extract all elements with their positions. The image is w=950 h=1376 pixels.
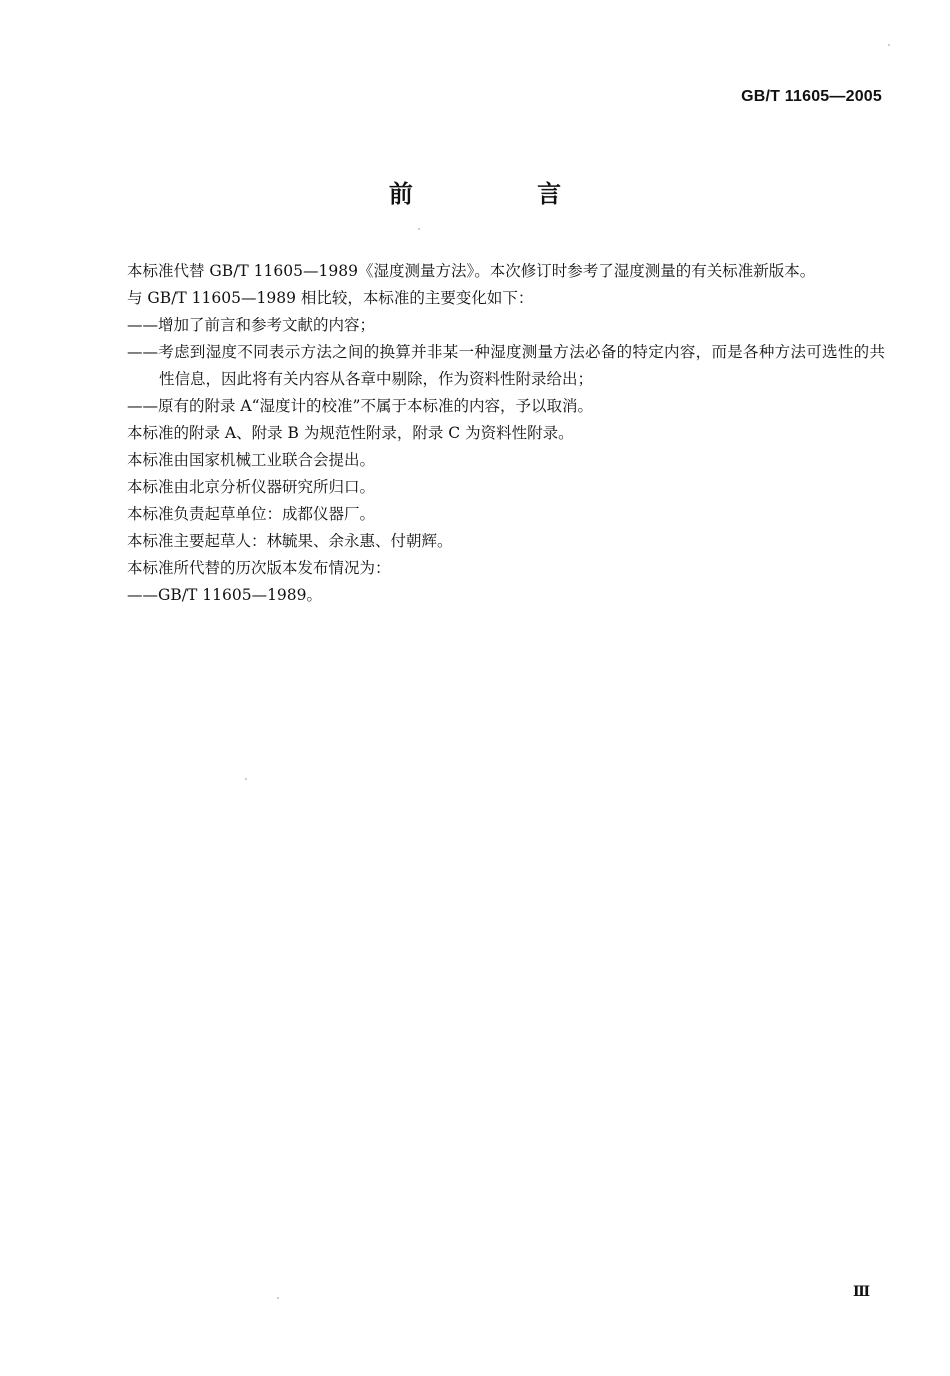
list-item-change-2: ——考虑到湿度不同表示方法之间的换算并非某一种湿度测量方法必备的特定内容，而是各种方法可选性的共性信息，因此将有关内容从各章中剔除，作为资料性附录给出； bbox=[127, 343, 885, 388]
paragraph-history-intro: 本标准所代替的历次版本发布情况为： bbox=[127, 559, 391, 577]
scan-speck bbox=[888, 44, 890, 46]
paragraph-annexes: 本标准的附录 A、附录 B 为规范性附录，附录 C 为资料性附录。 bbox=[127, 424, 574, 442]
list-item-history-1: ——GB/T 11605—1989。 bbox=[127, 586, 323, 604]
paragraph-drafters: 本标准主要起草人：林毓果、余永惠、付朝辉。 bbox=[127, 532, 453, 550]
paragraph-replacement: 本标准代替 GB/T 11605—1989《湿度测量方法》。本次修订时参考了湿度测量的有关标准新版本。 bbox=[127, 262, 816, 280]
scan-speck bbox=[418, 228, 420, 230]
standard-code: GB/T 11605—2005 bbox=[741, 88, 882, 105]
list-item-change-1: ——增加了前言和参考文献的内容； bbox=[127, 316, 376, 334]
scan-speck bbox=[277, 1297, 279, 1299]
scan-speck bbox=[245, 778, 247, 780]
foreword-body bbox=[95, 258, 885, 609]
page-title: 前 言 bbox=[388, 180, 620, 208]
paragraph-centralized: 本标准由北京分析仪器研究所归口。 bbox=[127, 478, 376, 496]
paragraph-drafting-unit: 本标准负责起草单位：成都仪器厂。 bbox=[127, 505, 376, 523]
page-number: Ⅲ bbox=[852, 1284, 870, 1300]
paragraph-proposer: 本标准由国家机械工业联合会提出。 bbox=[127, 451, 376, 469]
paragraph-changes-intro: 与 GB/T 11605—1989 相比较，本标准的主要变化如下： bbox=[127, 289, 534, 307]
list-item-change-3: ——原有的附录 A“湿度计的校准”不属于本标准的内容，予以取消。 bbox=[127, 397, 593, 415]
